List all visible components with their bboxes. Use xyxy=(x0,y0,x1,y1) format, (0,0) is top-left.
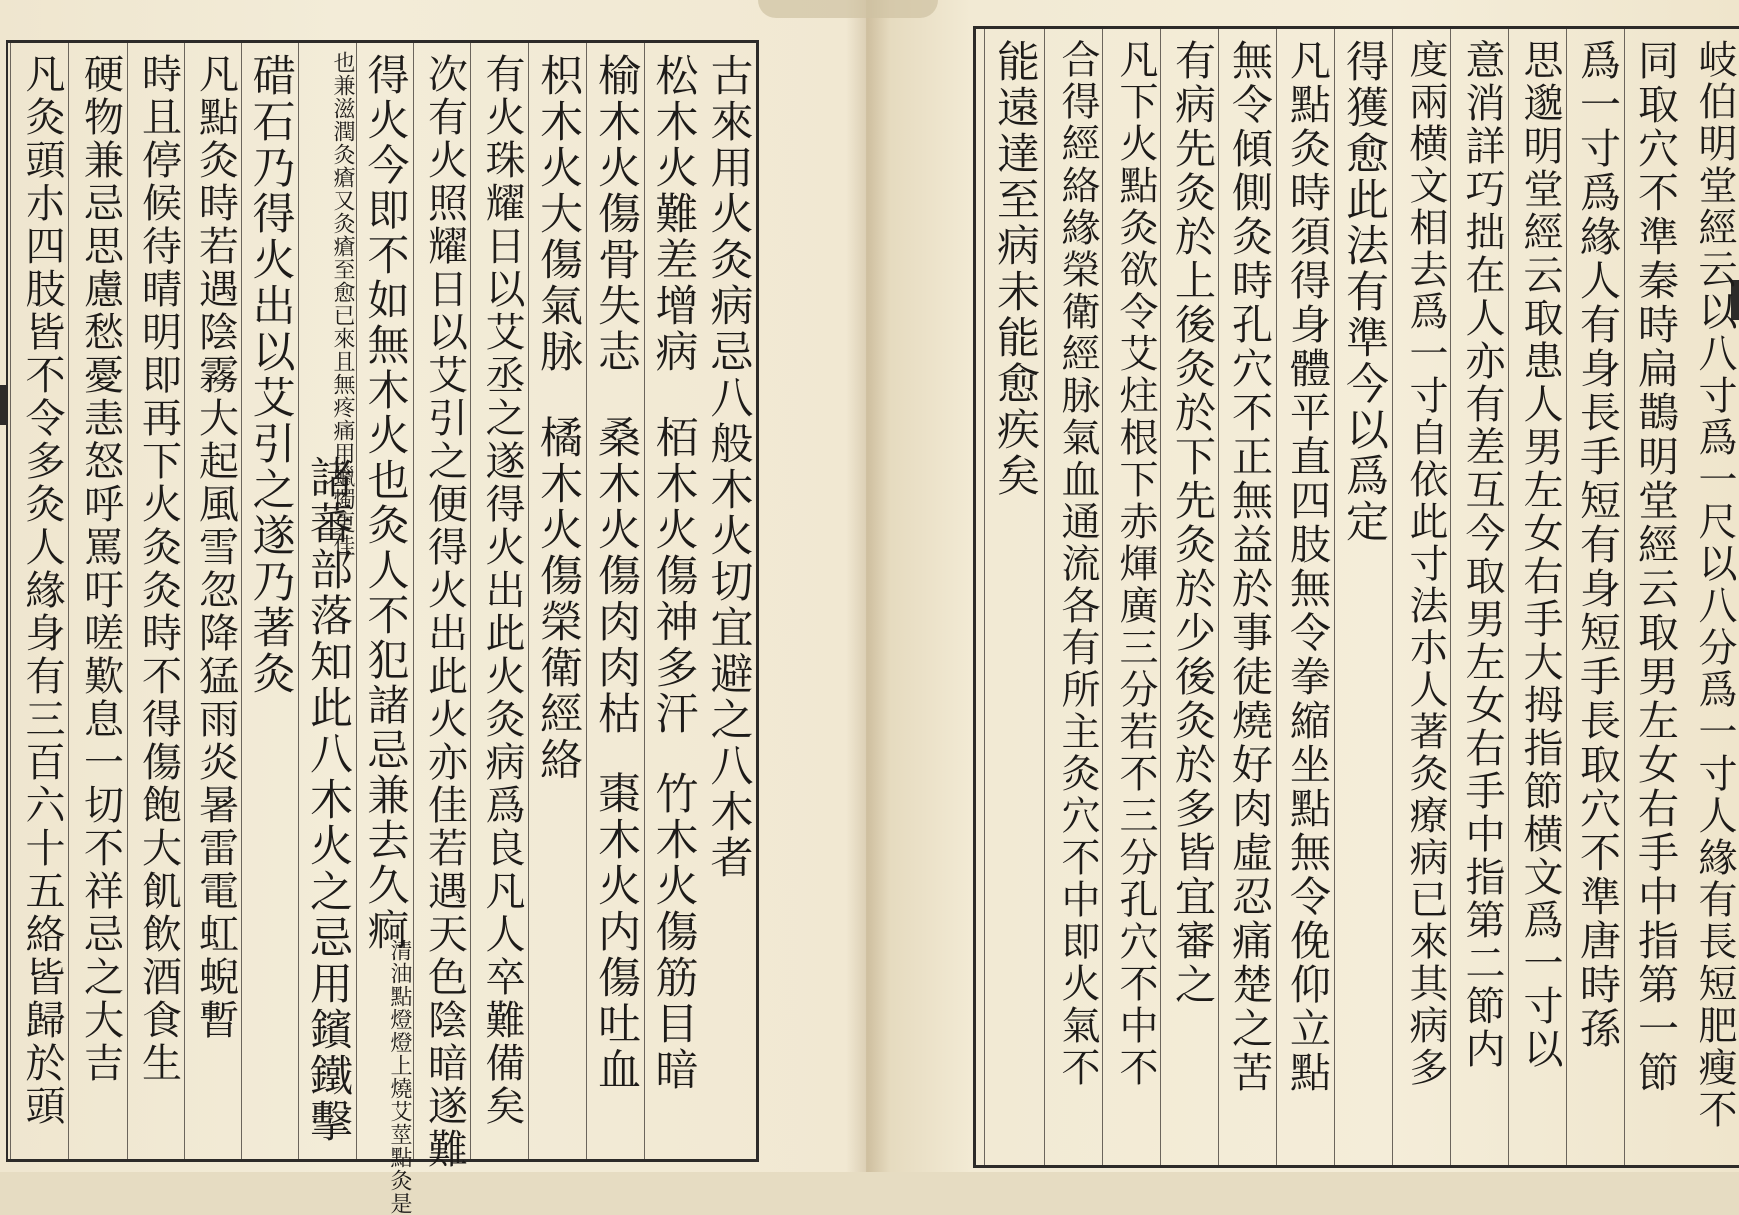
column-text: 得獲愈此法有準今以爲定 xyxy=(1339,39,1389,545)
column-text: 碏石乃得火出以艾引之遂乃著灸 xyxy=(245,53,296,697)
column-text: 凡下火點灸欲令艾炷根下赤煇廣三分若不三分孔穴不中不 xyxy=(1113,39,1158,1089)
text-column xyxy=(1450,29,1509,1165)
text-column xyxy=(701,43,756,1159)
column-text: 度兩横文相去爲一寸自依此寸法朩人著灸療病已來其病多 xyxy=(1403,39,1448,1089)
column-text: 枳木火大傷氣脉 xyxy=(533,53,583,375)
text-column xyxy=(1392,29,1451,1165)
column-text: 諸蕃部落知此八木火之忌用鑌鐵擊 xyxy=(303,455,353,1145)
text-column xyxy=(356,43,414,1215)
column-text: 同取穴不準秦時扁鵲明堂經云取男左女右手中指第一節 xyxy=(1631,39,1679,1095)
column-text: 得火今即不如無木火也灸人不犯諸忌兼去久痾 xyxy=(361,53,411,953)
column-text: 松木火難差增病 xyxy=(648,53,699,375)
text-column xyxy=(127,43,185,1159)
column-text: 凡點灸時須得身體平直四肢無令拳縮坐點無令俛仰立點 xyxy=(1283,39,1331,1095)
text-column xyxy=(1276,29,1335,1165)
column-text: 有病先灸於上後灸於下先灸於少後灸於多皆宜審之 xyxy=(1168,39,1216,1007)
column-text: 凡灸頭朩四肢皆不令多灸人緣身有三百六十五絡皆歸於頭 xyxy=(19,53,65,1128)
right-page-frame xyxy=(973,26,1739,1168)
column-text: 時且停候待晴明即再下火灸灸時不得傷飽大飢飲酒食生 xyxy=(135,53,182,1085)
text-column xyxy=(10,43,69,1159)
left-page-frame xyxy=(6,40,759,1215)
column-text: 棗木火内傷吐血 xyxy=(591,771,641,1093)
column-text: 橘木火傷榮衛經絡 xyxy=(533,415,583,783)
column-text: 竹木火傷筋目暗 xyxy=(648,771,699,1093)
book-gutter xyxy=(846,0,890,1172)
column-text: 岐伯明堂經云以八寸爲一尺以八分爲一寸人緣有長短肥瘦不 xyxy=(1692,39,1737,1131)
text-column xyxy=(1218,29,1277,1165)
text-column xyxy=(1044,29,1103,1165)
column-text: 榆木火傷骨失志 xyxy=(591,53,641,375)
text-column xyxy=(644,43,702,1159)
text-column xyxy=(984,29,1045,1165)
text-column xyxy=(528,43,587,1159)
text-column xyxy=(1102,29,1161,1165)
text-column xyxy=(1682,29,1739,1165)
column-text: 有火珠耀日以艾丞之遂得火出此火灸病爲良凡人卒難備矣 xyxy=(479,53,525,1128)
text-column xyxy=(68,43,128,1159)
text-column xyxy=(298,43,357,1159)
text-column xyxy=(241,43,299,1159)
column-text: 硬物兼忌思慮愁憂恚怒呼罵吁嗟歎息一切不祥忌之大吉 xyxy=(77,53,124,1085)
column-text: 凡點灸時若遇陰霧大起風雪忽降猛雨炎暑雷電虹蜺暫 xyxy=(192,53,239,1042)
text-column xyxy=(184,43,242,1159)
text-column xyxy=(1160,29,1219,1165)
text-column xyxy=(470,43,529,1159)
column-text: 能遠達至病未能愈疾矣 xyxy=(990,39,1040,499)
column-text: 次有火照耀日以艾引之便得火出此火亦佳若遇天色陰暗遂難 xyxy=(421,53,468,1171)
column-text: 栢木火傷神多汗 xyxy=(648,415,699,737)
column-text: 無令傾側灸時孔穴不正無益於事徒燒好肉虛忍痛楚之苦 xyxy=(1225,39,1273,1095)
text-column xyxy=(1624,29,1683,1165)
column-text: 思邈明堂經云取患人男左女右手大拇指節横文爲一寸以 xyxy=(1517,39,1563,1071)
annotation-note: 也兼滋潤灸瘡又灸瘡至愈已來且無疼痛用蠟燭更佳 xyxy=(330,51,355,557)
text-column xyxy=(586,43,645,1159)
column-text: 桑木火傷肉肉枯 xyxy=(591,415,641,737)
column-text: 合得經絡緣榮衛經脉氣血通流各有所主灸穴不中即火氣不 xyxy=(1055,39,1100,1089)
text-column xyxy=(1334,29,1393,1165)
annotation-note: 清油點燈燈上燒艾莖點灸是 xyxy=(387,939,412,1215)
column-text: 爲一寸爲緣人有身長手短有身短手長取穴不準唐時孫 xyxy=(1573,39,1621,1051)
text-column xyxy=(1566,29,1625,1165)
text-column xyxy=(1508,29,1567,1165)
torn-top-edge xyxy=(758,0,938,18)
column-text: 古來用火灸病忌八般木火切宜避之八木者 xyxy=(703,53,754,881)
column-text: 意消詳巧拙在人亦有差互今取男左女右手中指第二節内 xyxy=(1459,39,1505,1071)
text-column xyxy=(413,43,471,1171)
